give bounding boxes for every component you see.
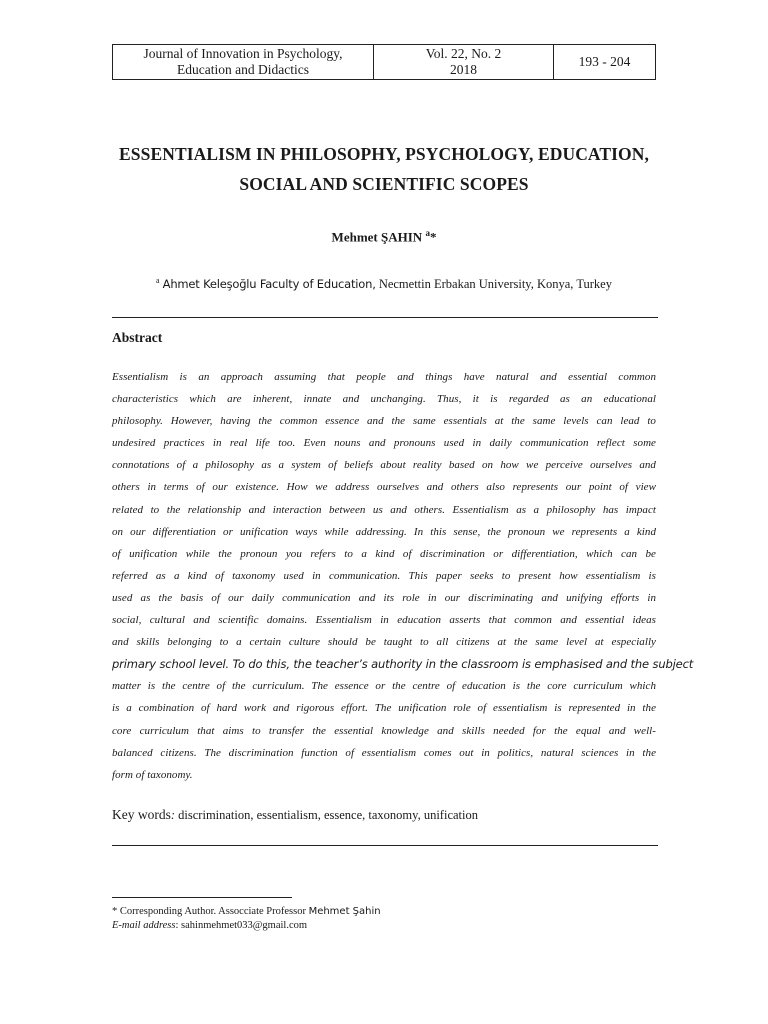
corresponding-mark: * — [429, 229, 437, 245]
abstract-line: balanced citizens. The discrimination function of essentialism comes out in politics, natural sciences in the — [112, 746, 656, 759]
top-divider — [112, 317, 658, 318]
bottom-divider — [112, 845, 658, 846]
abstract-line: social, cultural and scientific domains. Essentialism in education asserts that common and essential ideas — [112, 614, 656, 627]
author-line — [0, 228, 768, 245]
affiliation-mark: a — [155, 276, 160, 285]
abstract-line: philosophy. However, having the common essence and the same essentials at the same levels can lead to — [112, 415, 656, 428]
abstract-line: primary school level. To do this, the teacher’s authority in the classroom is emphasised and the subject — [112, 657, 694, 672]
affiliation-faculty: Ahmet Keleşoğlu Faculty of Education, — [162, 277, 376, 292]
abstract-line: related to the relationship and interaction between us and others. Essentialism as a philosophy has impact — [112, 503, 656, 516]
keywords-list: discrimination, essentialism, essence, taxonomy, unification — [178, 808, 478, 822]
footnote-author-name: Mehmet Şahin — [308, 906, 381, 917]
abstract-body — [112, 366, 694, 786]
email-address[interactable]: sahinmehmet033@gmail.com — [181, 920, 308, 931]
abstract-line: characteristics which are inherent, innate and unchanging. Thus, it is regarded as an educational — [112, 393, 656, 406]
abstract-line: form of taxonomy. — [112, 768, 193, 781]
footnote-divider — [112, 897, 292, 898]
abstract-heading: Abstract — [112, 330, 163, 345]
abstract-line: used as the basis of our daily communication and its role in our discriminating and unifying efforts in — [112, 591, 656, 604]
email-note — [112, 919, 381, 933]
author-affiliation-mark: a — [425, 228, 430, 238]
page-range-cell — [554, 45, 655, 79]
abstract-line: referred as a kind of taxonomy used in communication. This paper seeks to present how essentialism is — [112, 569, 656, 582]
abstract-line: matter is the centre of the curriculum. The essence or the centre of education is the core curriculum which — [112, 680, 656, 693]
paper-title — [80, 139, 688, 199]
abstract-line: is a combination of hard work and rigorous effort. The unification role of essentialism is represented in the — [112, 702, 656, 715]
email-label: E-mail address — [112, 920, 176, 931]
email-separator: : — [175, 920, 182, 931]
footnote — [112, 905, 381, 933]
keywords-separator: : — [170, 808, 179, 822]
paper-title-line1: ESSENTIALISM IN PHILOSOPHY, PSYCHOLOGY, EDUCATION, — [119, 144, 649, 164]
abstract-line: of unification while the pronoun you refers to a kind of discrimination or differentiation, which can be — [112, 547, 656, 560]
page-range: 193 - 204 — [578, 54, 631, 69]
author-name: Mehmet ŞAHIN — [331, 229, 423, 245]
abstract-line: core curriculum that aims to transfer the essential knowledge and skills needed for the equal and well- — [112, 724, 656, 737]
keywords-line — [112, 807, 478, 823]
journal-name-cell — [113, 45, 374, 79]
abstract-line: undesired practices in real life too. Even nouns and pronouns used in daily communication reflect some — [112, 437, 656, 450]
abstract-line: Essentialism is an approach assuming that people and things have natural and essential common — [112, 371, 656, 383]
affiliation-line — [0, 276, 768, 292]
abstract-line: others in terms of our existence. How we address ourselves and others also represents our point of view — [112, 481, 656, 494]
journal-name-line1: Journal of Innovation in Psychology, — [143, 46, 343, 61]
abstract-line: on our differentiation or unification ways while addressing. In this sense, the pronoun we represents a kind — [112, 525, 656, 538]
journal-name-line2: Education and Didactics — [177, 62, 309, 77]
paper-title-line2: SOCIAL AND SCIENTIFIC SCOPES — [239, 174, 529, 194]
volume-cell — [374, 45, 554, 79]
volume-year: 2018 — [450, 62, 477, 77]
footnote-prefix: * Corresponding Author. Assocciate Professor — [112, 906, 309, 917]
journal-header-table — [112, 44, 656, 80]
affiliation-university: Necmettin Erbakan University, Konya, Turkey — [375, 277, 612, 292]
abstract-line: and skills belonging to a certain culture should be taught to all citizens at the same level at especially — [112, 636, 656, 649]
keywords-label: Key words — [112, 807, 171, 822]
abstract-line: connotations of a philosophy as a system of beliefs about reality based on how we perceive ourselves and — [112, 459, 656, 472]
corresponding-author-note — [112, 905, 381, 919]
volume-number: Vol. 22, No. 2 — [425, 46, 502, 61]
